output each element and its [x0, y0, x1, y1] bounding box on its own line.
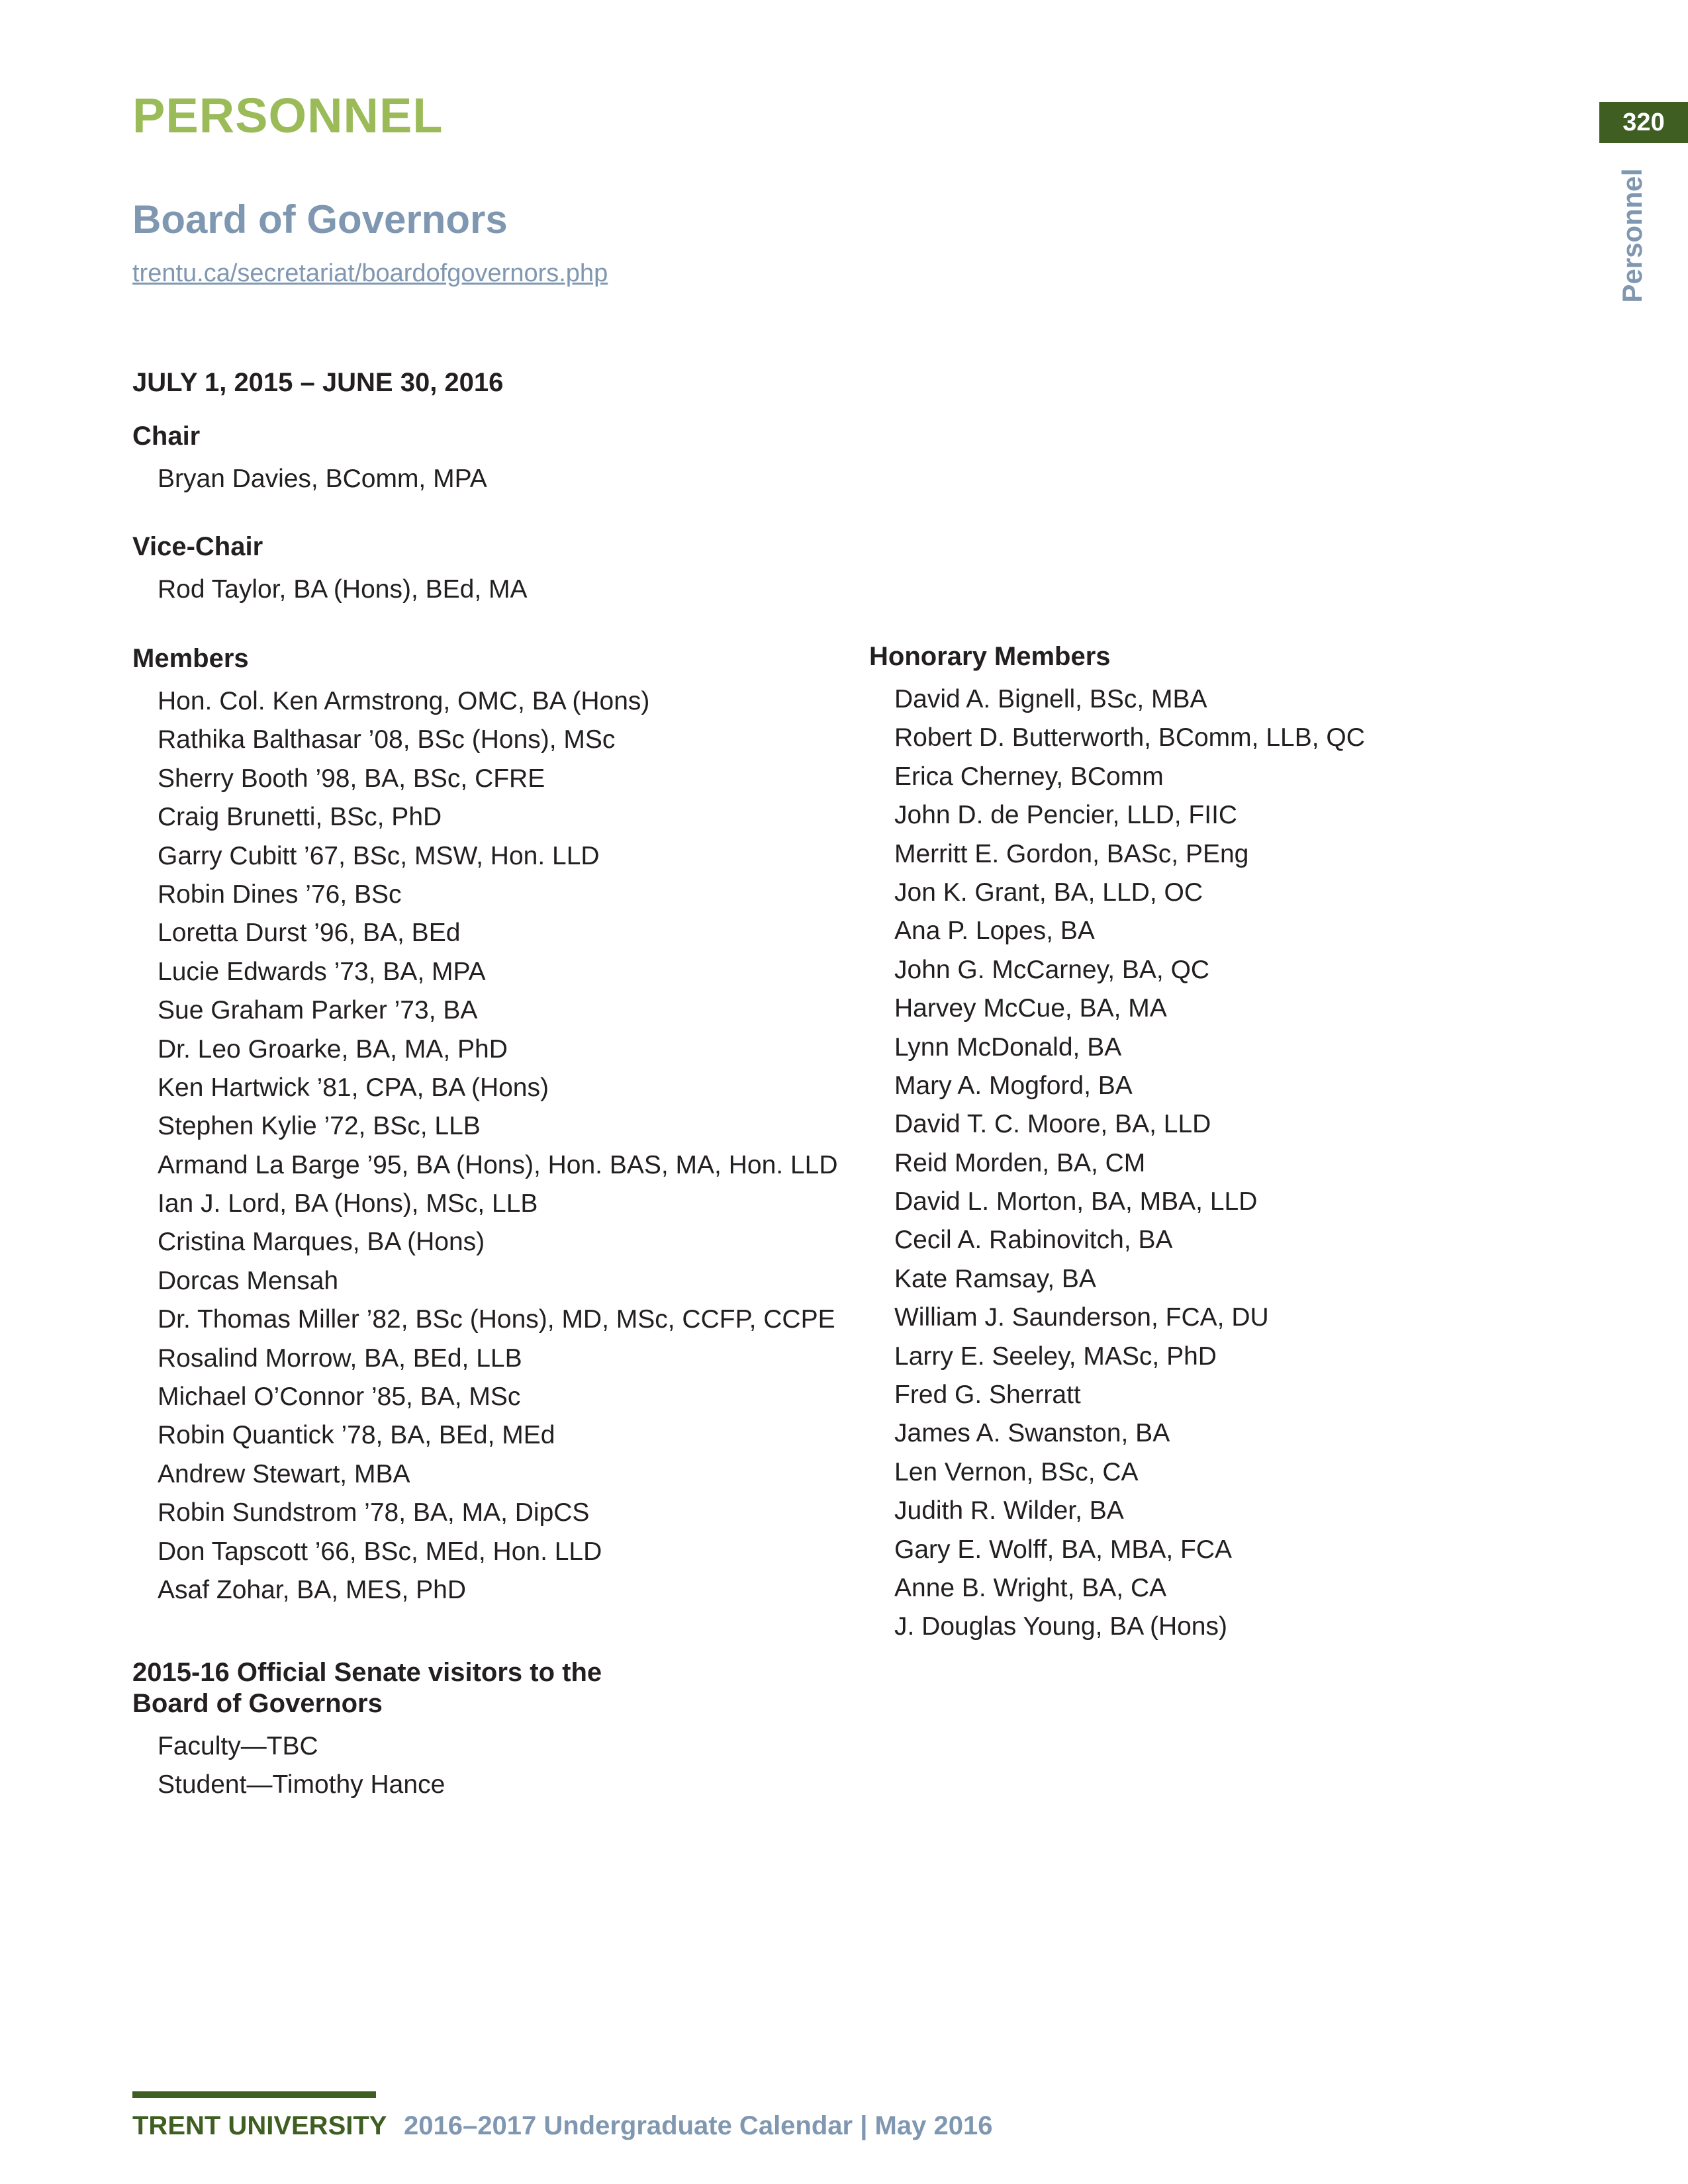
- list-item: David L. Morton, BA, MBA, LLD: [894, 1187, 1258, 1216]
- list-item: Kate Ramsay, BA: [894, 1264, 1096, 1293]
- footer-rule: [132, 2091, 376, 2098]
- list-item: Student—Timothy Hance: [158, 1770, 445, 1799]
- senate-visitors-list: [158, 1727, 602, 1805]
- list-item: Robin Quantick ’78, BA, BEd, MEd: [158, 1421, 555, 1450]
- list-item: David T. C. Moore, BA, LLD: [894, 1110, 1211, 1139]
- list-item: Mary A. Mogford, BA: [894, 1071, 1133, 1100]
- list-item: Sue Graham Parker ’73, BA: [158, 996, 478, 1025]
- list-item: Hon. Col. Ken Armstrong, OMC, BA (Hons): [158, 687, 650, 715]
- term-dates: JULY 1, 2015 – JUNE 30, 2016: [132, 368, 504, 397]
- list-item: John D. de Pencier, LLD, FIIC: [894, 801, 1238, 830]
- list-item: Merritt E. Gordon, BASc, PEng: [894, 839, 1249, 868]
- senate-visitors-heading-line2: Board of Governors: [132, 1689, 383, 1718]
- members-list: [158, 682, 837, 1610]
- page-number-tab: 320: [1599, 102, 1688, 143]
- chair-section: [132, 421, 487, 498]
- list-item: William J. Saunderson, FCA, DU: [894, 1303, 1269, 1332]
- list-item: Rod Taylor, BA (Hons), BEd, MA: [158, 575, 528, 604]
- list-item: David A. Bignell, BSc, MBA: [894, 685, 1207, 713]
- footer-calendar: 2016–2017 Undergraduate Calendar | May 2016: [404, 2111, 993, 2140]
- list-item: Garry Cubitt ’67, BSc, MSW, Hon. LLD: [158, 841, 600, 870]
- vice-chair-list: [158, 570, 528, 609]
- list-item: James A. Swanston, BA: [894, 1419, 1170, 1448]
- list-item: Faculty—TBC: [158, 1732, 318, 1760]
- list-item: Don Tapscott ’66, BSc, MEd, Hon. LLD: [158, 1537, 602, 1566]
- list-item: Stephen Kylie ’72, BSc, LLB: [158, 1112, 481, 1141]
- list-item: Judith R. Wilder, BA: [894, 1496, 1124, 1525]
- list-item: Fred G. Sherratt: [894, 1381, 1081, 1410]
- vice-chair-heading: Vice-Chair: [132, 532, 263, 561]
- list-item: Dorcas Mensah: [158, 1266, 339, 1295]
- list-item: Erica Cherney, BComm: [894, 762, 1164, 791]
- senate-visitors-section: [132, 1657, 602, 1805]
- list-item: Lynn McDonald, BA: [894, 1032, 1122, 1062]
- chair-list: [158, 460, 487, 498]
- vice-chair-section: [132, 531, 528, 609]
- list-item: Anne B. Wright, BA, CA: [894, 1573, 1167, 1602]
- board-url-link[interactable]: trentu.ca/secretariat/boardofgovernors.php: [132, 259, 608, 287]
- list-item: Armand La Barge ’95, BA (Hons), Hon. BAS, MA, Hon. LLD: [158, 1150, 838, 1179]
- list-item: Ana P. Lopes, BA: [894, 917, 1095, 946]
- members-heading: Members: [132, 644, 249, 673]
- list-item: Sherry Booth ’98, BA, BSc, CFRE: [158, 764, 545, 793]
- footer-university: TRENT UNIVERSITY: [132, 2111, 387, 2140]
- list-item: Asaf Zohar, BA, MES, PhD: [158, 1575, 467, 1604]
- honorary-members-list: [894, 680, 1365, 1647]
- honorary-members-heading: Honorary Members: [869, 642, 1111, 671]
- list-item: Dr. Thomas Miller ’82, BSc (Hons), MD, MSc, CCFP, CCPE: [158, 1305, 835, 1334]
- list-item: Cristina Marques, BA (Hons): [158, 1228, 485, 1257]
- list-item: Michael O’Connor ’85, BA, MSc: [158, 1383, 521, 1412]
- side-section-label: Personnel: [1617, 168, 1648, 303]
- senate-visitors-heading-line1: 2015-16 Official Senate visitors to the: [132, 1658, 602, 1687]
- list-item: Ian J. Lord, BA (Hons), MSc, LLB: [158, 1189, 538, 1218]
- list-item: Rosalind Morrow, BA, BEd, LLB: [158, 1343, 522, 1373]
- list-item: Dr. Leo Groarke, BA, MA, PhD: [158, 1034, 508, 1064]
- list-item: John G. McCarney, BA, QC: [894, 955, 1210, 984]
- page-title: Board of Governors: [132, 197, 508, 242]
- list-item: Rathika Balthasar ’08, BSc (Hons), MSc: [158, 725, 616, 754]
- list-item: Len Vernon, BSc, CA: [894, 1457, 1139, 1486]
- list-item: Andrew Stewart, MBA: [158, 1459, 410, 1488]
- list-item: Jon K. Grant, BA, LLD, OC: [894, 878, 1203, 907]
- list-item: Ken Hartwick ’81, CPA, BA (Hons): [158, 1073, 549, 1102]
- list-item: Reid Morden, BA, CM: [894, 1148, 1146, 1177]
- honorary-members-section: [869, 641, 1365, 1647]
- list-item: Loretta Durst ’96, BA, BEd: [158, 919, 461, 948]
- members-section: [132, 643, 837, 1610]
- chair-heading: Chair: [132, 422, 201, 451]
- list-item: J. Douglas Young, BA (Hons): [894, 1612, 1227, 1641]
- section-title: PERSONNEL: [132, 88, 444, 143]
- list-item: Robin Sundstrom ’78, BA, MA, DipCS: [158, 1498, 590, 1527]
- list-item: Cecil A. Rabinovitch, BA: [894, 1226, 1173, 1255]
- list-item: Craig Brunetti, BSc, PhD: [158, 803, 442, 832]
- list-item: Robert D. Butterworth, BComm, LLB, QC: [894, 723, 1365, 752]
- list-item: Bryan Davies, BComm, MPA: [158, 465, 487, 493]
- list-item: Robin Dines ’76, BSc: [158, 880, 402, 909]
- list-item: Gary E. Wolff, BA, MBA, FCA: [894, 1535, 1233, 1564]
- list-item: Lucie Edwards ’73, BA, MPA: [158, 957, 486, 986]
- list-item: Harvey McCue, BA, MA: [894, 994, 1167, 1023]
- list-item: Larry E. Seeley, MASc, PhD: [894, 1342, 1217, 1371]
